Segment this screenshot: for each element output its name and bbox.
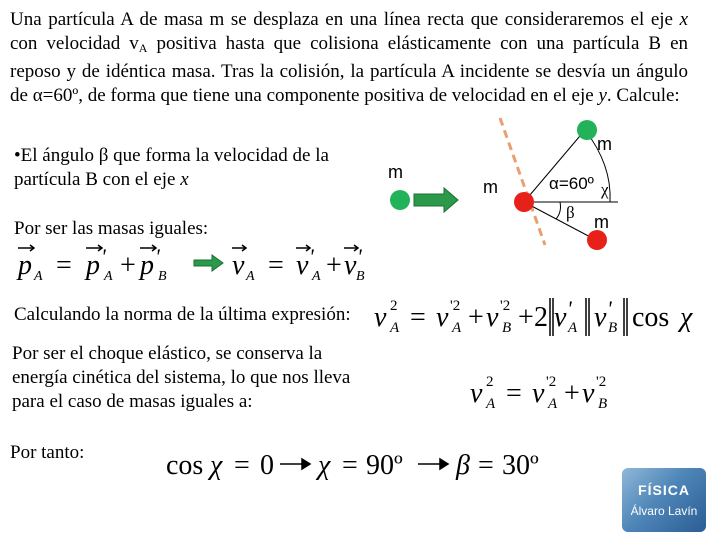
mass-label-left: m	[388, 162, 403, 182]
energy-equation	[466, 366, 626, 416]
eq3-norm-sub-a: A	[568, 320, 578, 336]
y-variable: y	[598, 85, 607, 106]
eq5-ninety: 90º	[366, 450, 403, 481]
eq4-sub-b: B	[598, 396, 608, 412]
eq3-plus-2: +	[518, 302, 534, 333]
question-bullet	[14, 144, 344, 192]
eq1-p: p	[18, 250, 32, 281]
chi-label: χ	[601, 180, 609, 199]
eq3-sub-b: B	[502, 320, 512, 336]
velocity-arrow-icon	[414, 188, 458, 212]
problem-statement	[10, 8, 688, 108]
eq5-chi-1: χ	[210, 450, 223, 481]
eq3-equals: =	[410, 302, 426, 333]
eq5-chi-2: χ	[318, 450, 331, 481]
eq3-prime-a: '	[567, 296, 572, 321]
eq2-v-prime-a: v	[296, 250, 309, 281]
logo-line-2: Álvaro Lavín	[630, 504, 698, 518]
eq2-plus: +	[326, 250, 342, 281]
eq5-thirty: 30º	[502, 450, 539, 481]
eq4-sub-a: A	[486, 396, 496, 412]
alpha-equation: α=60º	[32, 85, 79, 106]
section-norma: Calculando la norma de la última expresión:	[14, 304, 351, 325]
eq3-norm-v-a: v	[554, 302, 567, 333]
eq5-equals-3: =	[478, 450, 494, 481]
beta-label: β	[566, 203, 575, 222]
eq3-v-a: v	[436, 302, 449, 333]
eq3-norm-sub-b: B	[608, 320, 618, 336]
red-ball-center	[514, 192, 534, 212]
problem-text-5: . Calcule:	[606, 85, 680, 106]
eq4-v-a: v	[532, 378, 545, 409]
eq3-cos: cos	[632, 302, 670, 333]
eq2-sub-b: B	[356, 269, 365, 284]
eq2-sub-a2: A	[312, 269, 321, 284]
result-equation	[164, 444, 564, 484]
eq1-sub-a2: A	[104, 269, 113, 284]
mass-label-center: m	[483, 177, 498, 197]
section-por-tanto: Por tanto:	[10, 442, 85, 463]
problem-text-3: positiva hasta que colisiona elásticamente con una partícula B en reposo y de idéntica masa. Tras la colisión, la partícula A incidente se desvía un ángulo de	[10, 33, 688, 106]
beta-arc	[556, 202, 561, 219]
eq3-sup-2: 2	[390, 298, 398, 314]
fisica-logo	[622, 468, 706, 532]
eq5-cos: cos	[166, 450, 204, 481]
dashed-trajectory-line	[500, 118, 545, 245]
x-variable: x	[679, 9, 688, 30]
momentum-equation	[12, 240, 192, 284]
subscript-a: A	[138, 41, 148, 55]
eq5-equals-1: =	[234, 450, 250, 481]
eq5-beta: β	[456, 450, 470, 481]
eq5-zero: 0	[260, 450, 274, 481]
eq4-plus: +	[564, 378, 580, 409]
eq2-prime-b: '	[357, 244, 362, 269]
eq4-sup-prime2-b: '2	[596, 374, 607, 390]
velocity-equation	[228, 240, 368, 284]
eq3-norm-v-b: v	[594, 302, 607, 333]
eq1-prime-b: '	[155, 244, 160, 269]
eq1-p-prime-a: p	[86, 250, 100, 281]
red-ball-lower-right	[587, 230, 607, 250]
eq2-equals: =	[268, 250, 284, 281]
eq2-sub-a: A	[246, 269, 255, 284]
eq1-plus: +	[120, 250, 136, 281]
eq2-v: v	[232, 250, 245, 281]
eq4-v: v	[470, 378, 483, 409]
eq5-equals-2: =	[342, 450, 358, 481]
eq3-sub-a: A	[390, 320, 400, 336]
green-ball-upper-right	[577, 120, 597, 140]
eq3-sup-prime2-a: '2	[450, 298, 461, 314]
eq4-sub-a2: A	[548, 396, 558, 412]
eq3-sub-a2: A	[452, 320, 462, 336]
mass-label-upper-right: m	[597, 134, 612, 154]
eq2-prime-a: '	[309, 244, 314, 269]
choque-line-3: para el caso de masas iguales a:	[12, 391, 253, 412]
eq3-v-b: v	[486, 302, 499, 333]
eq4-sup-2: 2	[486, 374, 494, 390]
problem-text-2: con velocidad v	[10, 33, 139, 54]
eq1-sub-b: B	[158, 269, 167, 284]
eq1-prime-a: '	[101, 244, 106, 269]
eq2-v-prime-b: v	[344, 250, 357, 281]
choque-line-2: energía cinética del sistema, lo que nos lleva	[12, 367, 351, 388]
eq1-p-prime-b: p	[140, 250, 154, 281]
bullet-text: •El ángulo β que forma la velocidad de la partícula B con el eje	[14, 145, 329, 190]
eq4-v-b: v	[582, 378, 595, 409]
collision-diagram	[360, 110, 700, 270]
problem-text-4: , de forma que tiene una componente positiva de velocidad en el eje	[78, 85, 599, 106]
eq4-equals: =	[506, 378, 522, 409]
eq3-sup-prime2-b: '2	[500, 298, 511, 314]
eq1-sub-a: A	[34, 269, 43, 284]
eq1-equals: =	[56, 250, 72, 281]
mass-label-lower-right: m	[594, 212, 609, 232]
eq3-plus-1: +	[468, 302, 484, 333]
section-choque	[12, 342, 372, 414]
eq3-chi: χ	[680, 302, 693, 333]
choque-line-1: Por ser el choque elástico, se conserva la	[12, 343, 323, 364]
eq3-v: v	[374, 302, 387, 333]
eq3-coef-2: 2	[534, 302, 548, 333]
bullet-x-variable: x	[180, 169, 189, 190]
eq4-sup-prime2-a: '2	[546, 374, 557, 390]
section-masas-iguales: Por ser las masas iguales:	[14, 218, 209, 239]
norm-equation	[370, 290, 706, 340]
logo-line-1: FÍSICA	[638, 482, 690, 498]
implies-arrow-icon	[192, 252, 226, 274]
alpha-label: α=60º	[549, 174, 594, 193]
problem-text-1: Una partícula A de masa m se desplaza en una línea recta que consideraremos el eje	[10, 9, 680, 30]
eq3-prime-b: '	[607, 296, 612, 321]
green-ball-left	[390, 190, 410, 210]
